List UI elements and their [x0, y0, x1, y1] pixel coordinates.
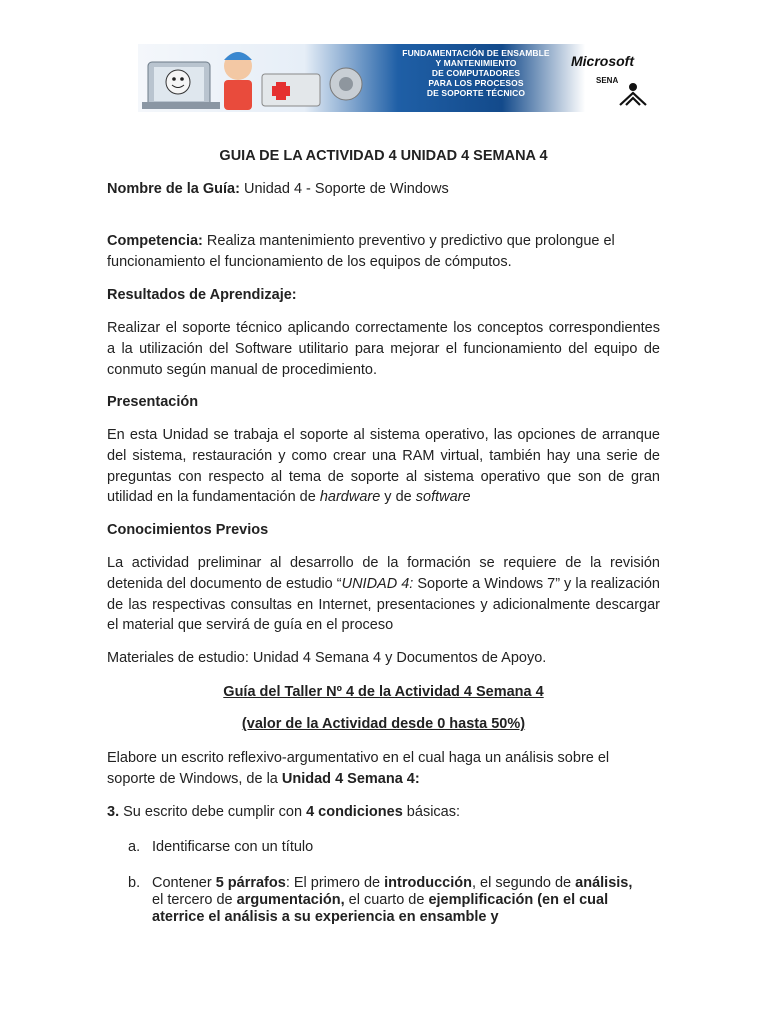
list-marker: a. — [128, 839, 141, 855]
materiales-paragraph: Materiales de estudio: Unidad 4 Semana 4 y Documentos de Apoyo. — [107, 650, 547, 666]
conocimientos-paragraph: La actividad preliminar al desarrollo de la formación se requiere de la revisión detenida del documento de estudio “UNIDAD 4: Soporte a Windows 7” y la realización de las respectivas consultas en Internet, presentaciones y adicionalmente descargar el material que servirá de guía en el proceso — [107, 555, 660, 634]
sena-logo-icon — [618, 81, 648, 107]
list-marker: b. — [128, 875, 141, 891]
page-title: GUIA DE LA ACTIVIDAD 4 UNIDAD 4 SEMANA 4 — [219, 148, 548, 164]
list-item-text: Identificarse con un título — [152, 839, 314, 855]
conocimientos-heading: Conocimientos Previos — [107, 522, 269, 538]
cartoon-technician-illustration — [138, 44, 378, 112]
taller-title: Guía del Taller Nº 4 de la Actividad 4 Semana 4 — [223, 684, 544, 700]
banner-title-line: DE COMPUTADORES — [431, 68, 521, 78]
microsoft-logo: Microsoft — [571, 53, 634, 69]
banner-title — [376, 48, 576, 98]
taller-value: (valor de la Actividad desde 0 hasta 50%) — [241, 716, 526, 732]
banner-title-line: PARA LOS PROCESOS — [428, 78, 524, 88]
competencia-paragraph: Competencia: Realiza mantenimiento preventivo y predictivo que prolongue el funcionamiento el funcionamiento de los equipos de cómputos. — [107, 233, 615, 270]
elabore-paragraph: Elabore un escrito reflexivo-argumentativo en el cual haga un análisis sobre el soporte de Windows, de la Unidad 4 Semana 4: — [107, 750, 610, 787]
condiciones-paragraph: 3. Su escrito debe cumplir con 4 condiciones básicas: — [107, 804, 461, 820]
header-banner — [138, 44, 658, 112]
resultados-heading: Resultados de Aprendizaje: — [107, 287, 297, 303]
resultados-paragraph: Realizar el soporte técnico aplicando correctamente los conceptos correspondientes a la utilización del Software utilitario para mejorar el funcionamiento del equipo de conmuto según manual de procedimiento. — [107, 320, 660, 378]
sena-label: SENA — [596, 76, 619, 85]
guide-name: Nombre de la Guía: Unidad 4 - Soporte de Windows — [107, 181, 449, 197]
presentacion-heading: Presentación — [107, 394, 199, 410]
presentacion-paragraph: En esta Unidad se trabaja el soporte al sistema operativo, las opciones de arranque del sistema, restauración y como crear una RAM virtual, también hay una serie de preguntas con respecto al tema de soporte al sistema operativo que son de gran utilidad en la fundamentación de hardware y de software — [107, 427, 660, 506]
banner-title-line: Y MANTENIMIENTO — [435, 58, 517, 68]
list-item-text: Contener 5 párrafos: El primero de introducción, el segundo de análisis, el tercero de argumentación, el cuarto de ejemplificación (en el cual aterrice el análisis a su experiencia en ensamble y — [152, 875, 633, 925]
banner-title-line: FUNDAMENTACIÓN DE ENSAMBLE — [402, 48, 550, 58]
banner-title-line: DE SOPORTE TÉCNICO — [426, 88, 526, 98]
